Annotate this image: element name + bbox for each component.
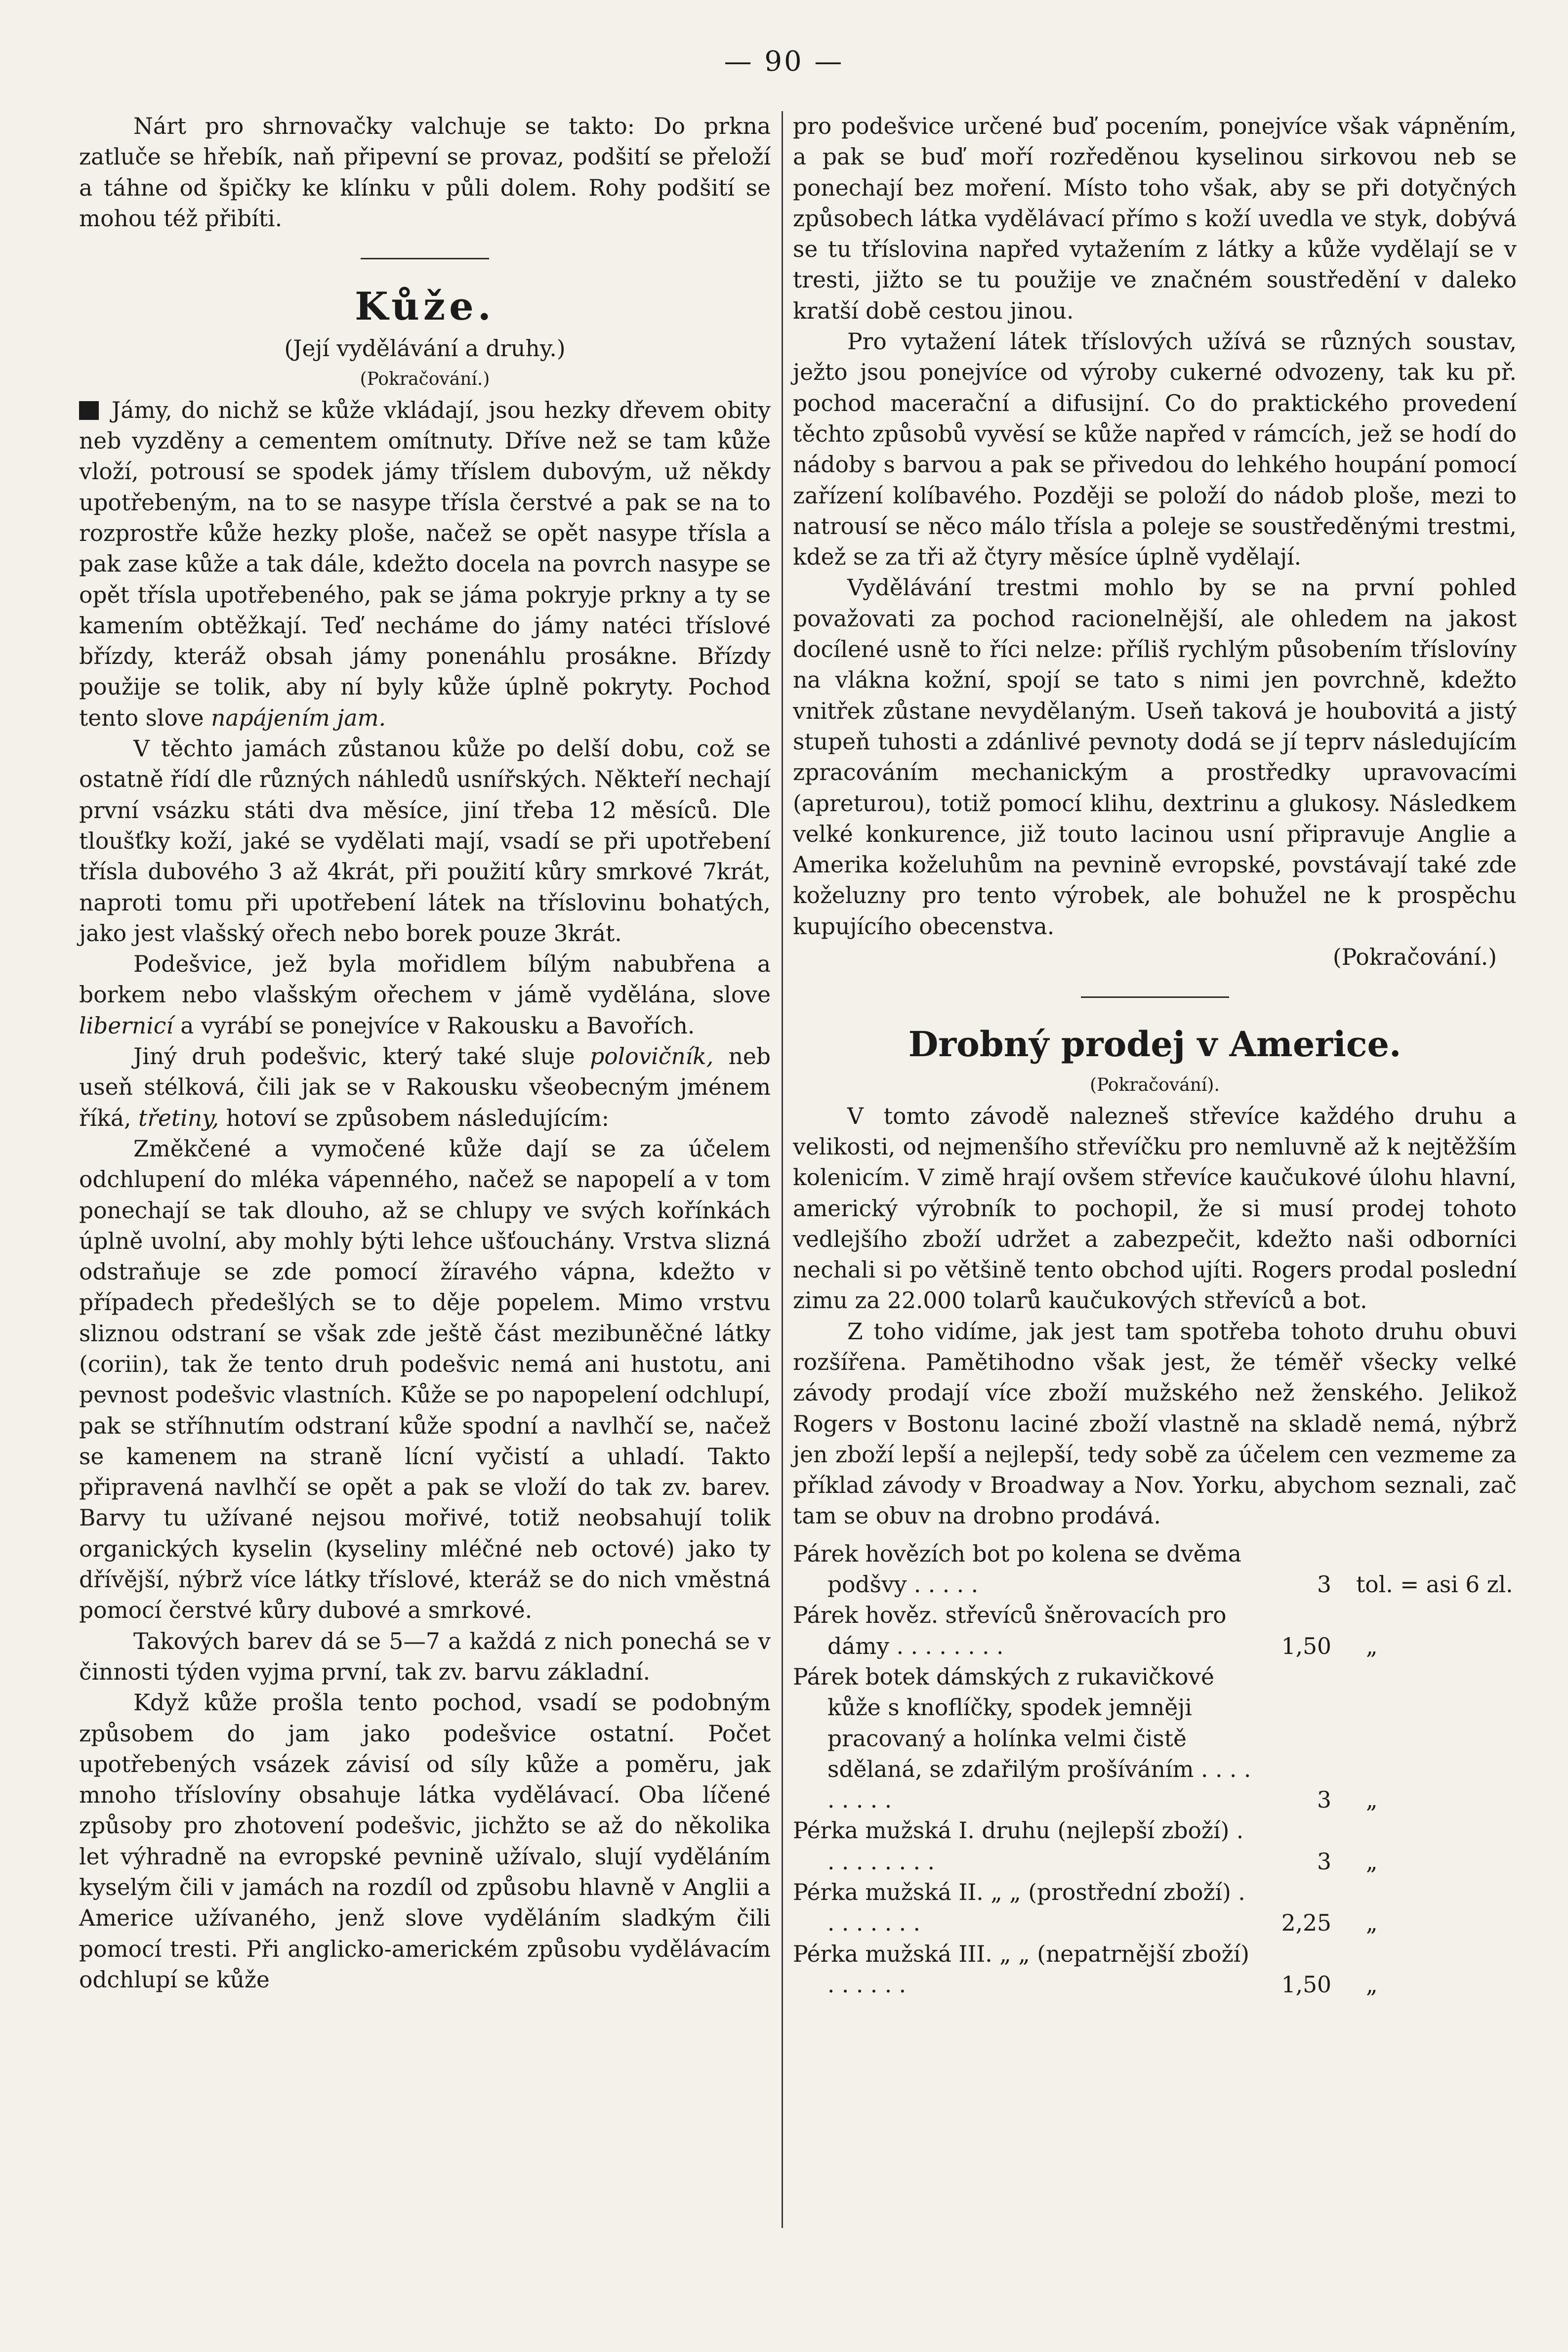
paragraph: V těchto jamách zůstanou kůže po delší dobu, což se ostatně řídí dle různých náhledů usnířských. Někteří nechají první vsázku státi dva měsíce, jiní třeba 12 měsíců. Dle tloušťky koží, jaké se vydělati mají, vsadí se při upotřebení třísla dubového 3 až 4krát, při použití kůry smrkové 7krát, naproti tomu při upotřebení látek na tříslovinu bohatých, jako jest vlašský ořech nebo borek pouze 3krát. bbox=[79, 736, 771, 947]
price-unit: tol. = asi 6 zl. bbox=[1356, 1571, 1513, 1598]
table-row bbox=[793, 1600, 1517, 1662]
price-item: Pérka mužská III. „ „ (nepatrnější zboží) . . . . . . bbox=[793, 1940, 1249, 1998]
price-unit: „ bbox=[1366, 1971, 1378, 1998]
continued-label: (Pokračování). bbox=[1090, 1075, 1220, 1096]
paragraph: Jámy, do nichž se kůže vkládají, jsou hezky dřevem obity neb vyzděny a cementem omítnuty. Dříve než se tam kůže vloží, potrousí se spodek jámy tříslem dubovým, už někdy upotřebeným, na to se nasype třísla čerstvé a pak se na to rozprostře kůže hezky ploše, načež se opět nasype třísla a pak zase kůže a tak dále, kdežto docela na povrch nasype se opět třísla upotřebeného, pak se jáma pokryje prkny a ty se kamením obtěžkají. Teď necháme do jámy natéci tříslové břízdy, kteráž obsah jámy ponenáhlu prosákne. Břízdy použije se tolik, aby ní byly kůže úplně pokryty. Pochod tento slove napájením jam. bbox=[79, 397, 771, 731]
continued-label: (Pokračování.) bbox=[1332, 944, 1497, 971]
price-value: 1,50 bbox=[1281, 1633, 1331, 1659]
section-divider bbox=[1081, 996, 1229, 998]
table-row bbox=[793, 1877, 1517, 1939]
price-value: 3 bbox=[1317, 1848, 1331, 1875]
price-unit: „ bbox=[1366, 1787, 1378, 1814]
table-row bbox=[793, 1662, 1517, 1816]
price-item: Párek hovězích bot po kolena se dvěma podšvy . . . . . bbox=[793, 1540, 1241, 1598]
section-divider bbox=[361, 258, 489, 259]
price-item: Párek botek dámských z rukavičkové kůže s knoflíčky, spodek jemněji pracovaný a holínka velmi čistě sdělaná, se zdařilým prošíváním . . . . . . . . . bbox=[793, 1663, 1251, 1814]
paragraph: V tomto závodě nalezneš střevíce každého druhu a velikosti, od nejmenšího střevíčku pro nemluvně až k nejtěžším kolenicím. V zimě hrají ovšem střevíce kaučukové úlohu hlavní, americký výrobník to pochopil, že si musí prodej tohoto vedlejšího zboží udržet a zabezpečit, kdežto naši odborníci nechali si po většině tento obchod ujíti. Rogers prodal poslední zimu za 22.000 tolarů kaučukových střevíců a bot. bbox=[793, 1103, 1517, 1314]
price-value: 3 bbox=[1317, 1571, 1331, 1598]
paragraph: Jiný druh podešvic, který také sluje polovičník, neb useň stélková, čili jak se v Rakousku všeobecným jménem říká, třetiny, hotoví se způsobem následujícím: bbox=[79, 1043, 771, 1131]
paragraph: Nárt pro shrnovačky valchuje se takto: Do prkna zatluče se hřebík, naň připevní se provaz, podšití se přeloží a táhne od špičky ke klínku v půli dolem. Rohy podšití se mohou též přibíti. bbox=[79, 113, 771, 232]
price-item: Pérka mužská II. „ „ (prostřední zboží) . . . . . . . . bbox=[793, 1879, 1245, 1937]
section-title: Kůže. bbox=[355, 284, 495, 330]
price-item: Pérka mužská I. druhu (nejlepší zboží) . . . . . . . . . bbox=[793, 1817, 1244, 1875]
price-value: 3 bbox=[1317, 1787, 1331, 1814]
price-unit: „ bbox=[1366, 1633, 1378, 1659]
paragraph: Změkčené a vymočené kůže dají se za účelem odchlupení do mléka vápenného, načež se napopelí a v tom ponechají se tak dlouho, až se chlupy ve svých kořínkách úplně uvolní, aby mohly býti lehce ušťouchány. Vrstva slizná odstraňuje se zde pomocí žíravého vápna, kdežto v případech předešlých se to děje popelem. Mimo vrstvu sliznou odstraní se však zde ještě část mezibuněčné látky (coriin), tak že tento druh podešvic nemá ani hustotu, ani pevnost podešvic vlastních. Kůže se po napopelení odchlupí, pak se stříhnutím odstraní kůže spodní a navlhčí se, načež se kamenem na straně lícní vyčistí a uhladí. Takto připravená navlhčí se opět a pak se vloží do tak zv. barev. Barvy tu užívané nejsou mořivé, totiž neobsahují tolik organických kyselin (kyseliny mléčné neb octové) jako ty dřívější, nýbrž více látky tříslové, kteráž se do nich vměstná pomocí čerstvé kůry dubové a smrkové. bbox=[79, 1135, 771, 1624]
table-row bbox=[793, 1939, 1517, 2001]
section-subtitle: (Její vydělávání a druhy.) bbox=[284, 335, 566, 362]
paragraph: Když kůže prošla tento pochod, vsadí se podobným způsobem do jam jako podešvice ostatní. Počet upotřebených vsázek závisí od síly kůže a poměru, jak mnoho tříslovíny obsahuje látka vydělávací. Oba líčené způsoby pro zhotovení podešvic, jichžto se až do několika let výhradně na evropské pevnině užívalo, slují vyděláním kyselým čili v jamách na rozdíl od způsobu hlavně v Anglii a Americe užívaného, jenž slove vyděláním sladkým čili pomocí tresti. Při anglicko-americkém způsobu vydělávacím odchlupí se kůže bbox=[79, 1690, 771, 1993]
paragraph: Vydělávání trestmi mohlo by se na první pohled považovati za pochod racionelnější, ale ohledem na jakost docílené usně to říci nelze: příliš rychlým působením tříslovíny na vlákna kožní, spojí se tato s nimi jen povrchně, kdežto vnitřek zůstane nevydělaným. Useň taková je houbovitá a jistý stupeň tuhosti a zdánlivé pevnoty dodá se jí teprv následujícím zpracováním mechanickým a prostředky upravovacími (apreturou), totiž pomocí klihu, dextrinu a glukosy. Následkem velké konkurence, již touto lacinou usní připravuje Anglie a Amerika koželuhům na pevnině evropské, povstávají také zde koželuzny pro tento výrobek, ale bohužel ne k prospěchu kupujícího obecenstva. bbox=[793, 575, 1517, 940]
price-value: 2,25 bbox=[1281, 1910, 1331, 1937]
table-row bbox=[793, 1539, 1517, 1601]
paragraph: Takových barev dá se 5—7 a každá z nich ponechá se v činnosti týden vyjma první, tak zv. barvu základní. bbox=[79, 1628, 771, 1685]
price-table bbox=[793, 1539, 1517, 2000]
paragraph: Z toho vidíme, jak jest tam spotřeba tohoto druhu obuvi rozšířena. Pamětihodno však jest, že téměř všecky velké závody prodají více zboží mužského než ženského. Jelikož Rogers v Bostonu laciné zboží vlastně na skladě nemá, nýbrž jen zboží lepší a nejlepší, tedy sobě za účelem cen vezmeme za příklad závody v Broadway a Nov. Yorku, abychom seznali, zač tam se obuv na drobno prodává. bbox=[793, 1318, 1517, 1529]
column-divider bbox=[782, 111, 783, 2228]
price-value: 1,50 bbox=[1281, 1971, 1331, 1998]
paragraph: Podešvice, jež byla mořidlem bílým nabubřena a borkem nebo vlašským ořechem v jámě vydělána, slove libernicí a vyrábí se ponejvíce v Rakousku a Bavořích. bbox=[79, 951, 771, 1039]
section-title: Drobný prodej v Americe. bbox=[908, 1024, 1402, 1065]
table-row bbox=[793, 1816, 1517, 1877]
section-mark-icon bbox=[79, 401, 99, 420]
left-column bbox=[79, 111, 771, 1995]
page-number: — 90 — bbox=[724, 45, 844, 78]
continued-label: (Pokračování.) bbox=[360, 369, 490, 390]
price-unit: „ bbox=[1366, 1910, 1378, 1937]
price-item: Párek hověz. střevíců šněrovacích pro dámy . . . . . . . . bbox=[793, 1602, 1227, 1659]
paragraph: pro podešvice určené buď pocením, ponejvíce však vápněním, a pak se buď moří rozředěnou kyselinou sirkovou neb se ponechají bez moření. Místo toho však, aby se při dotyčných způsobech látka vydělávací přímo s koží uvedla ve styk, dobývá se tu tříslovina napřed vytažením z látky a kůže vydělají se v tresti, jižto se tu použije ve značném soustředění v daleko kratší době cestou jinou. bbox=[793, 113, 1517, 324]
right-column bbox=[793, 111, 1517, 2000]
paragraph: Pro vytažení látek tříslových užívá se různých soustav, ježto jsou ponejvíce od výroby cukerné odvozeny, tak ku př. pochod macerační a difusijní. Co do praktického provedení těchto způsobů vyvěsí se kůže napřed v rámcích, jež se hodí do nádoby s barvou a pak se přivedou do lehkého houpání pomocí zařízení kolíbavého. Později se položí do nádob ploše, mezi to natrousí se něco málo třísla a poleje se soustředěnými trestmi, kdež se za tři až čtyry měsíce úplně vydělají. bbox=[793, 329, 1517, 571]
price-unit: „ bbox=[1366, 1848, 1378, 1875]
